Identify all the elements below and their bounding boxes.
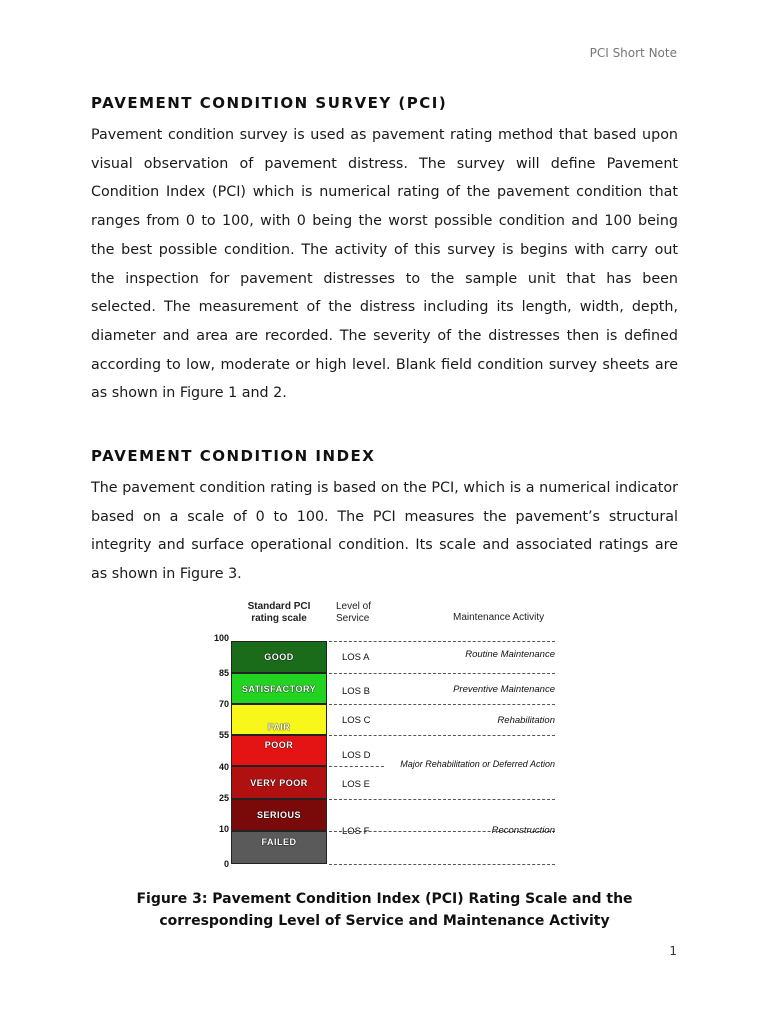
- band-label: SERIOUS: [256, 810, 301, 820]
- pci-rating-scale-figure: [205, 595, 565, 875]
- band-fair: [231, 704, 327, 735]
- band-label: GOOD: [264, 652, 294, 662]
- divider-line: [329, 799, 555, 800]
- divider-line: [329, 735, 555, 736]
- divider-line: [329, 673, 555, 674]
- tick-label: 10: [218, 824, 229, 834]
- los-label: LOS F: [342, 826, 370, 837]
- band-serious: [231, 799, 327, 831]
- column-heading-los: Level of Service: [336, 601, 372, 624]
- band-label: SATISFACTORY: [241, 683, 317, 694]
- los-label: LOS B: [342, 686, 370, 697]
- band-satisfactory: [231, 673, 327, 704]
- band-good: [231, 641, 327, 673]
- running-header: PCI Short Note: [589, 46, 677, 60]
- section-body-index: The pavement condition rating is based on the PCI, which is a numerical indicator based on a scale of 0 to 100. The PCI measures the pavement’s structural integrity and surface operational condition. Its scale and associated ratings are as shown in Figure 3.: [91, 480, 678, 583]
- section-title-survey: PAVEMENT CONDITION SURVEY (PCI): [91, 94, 448, 112]
- tick-label: 100: [213, 633, 229, 643]
- los-label: LOS D: [342, 750, 371, 761]
- tick-label: 85: [218, 668, 229, 678]
- tick-label: 0: [223, 859, 229, 869]
- column-heading-scale: Standard PCI rating scale: [247, 601, 311, 624]
- los-label: LOS C: [342, 715, 371, 726]
- band-label: POOR: [264, 740, 294, 750]
- band-label: FAILED: [261, 837, 297, 847]
- activity-label: Routine Maintenance: [465, 649, 555, 660]
- tick-label: 70: [218, 699, 229, 709]
- divider-line: [329, 704, 555, 705]
- divider-line: [329, 766, 384, 767]
- tick-label: 40: [218, 762, 229, 772]
- band-very-poor: [231, 766, 327, 799]
- activity-label: Preventive Maintenance: [453, 684, 555, 695]
- divider-line: [329, 641, 555, 642]
- band-label: VERY POOR: [250, 777, 308, 788]
- los-label: LOS A: [342, 652, 370, 663]
- band-failed: [231, 831, 327, 864]
- divider-line: [329, 864, 555, 865]
- band-label: FAIR: [267, 722, 291, 732]
- column-heading-activity: Maintenance Activity: [453, 612, 545, 623]
- activity-label: Reconstruction: [491, 825, 555, 836]
- section-title-index: PAVEMENT CONDITION INDEX: [91, 447, 376, 465]
- tick-label: 55: [218, 730, 229, 740]
- figure-caption: Figure 3: Pavement Condition Index (PCI) Rating Scale and the corresponding Level of Service and Maintenance Activity: [136, 891, 633, 929]
- activity-label: Major Rehabilitation or Deferred Action: [400, 759, 555, 769]
- section-body-survey: Pavement condition survey is used as pavement rating method that based upon visual observation of pavement distress. The survey will define Pavement Condition Index (PCI) which is numerical rating of the pavement condition that ranges from 0 to 100, with 0 being the worst possible condition and 100 being the best possible condition. The activity of this survey is begins with carry out the inspection for pavement distresses to the sample unit that has been selected. The measurement of the distress including its length, width, depth, diameter and area are recorded. The severity of the distresses then is defined according to low, moderate or high level. Blank field condition survey sheets are as shown in Figure 1 and 2.: [91, 127, 678, 402]
- band-poor: [231, 735, 327, 766]
- activity-label: Rehabilitation: [497, 715, 555, 726]
- page-number: 1: [669, 944, 677, 958]
- los-label: LOS E: [342, 779, 370, 790]
- tick-label: 25: [218, 793, 229, 803]
